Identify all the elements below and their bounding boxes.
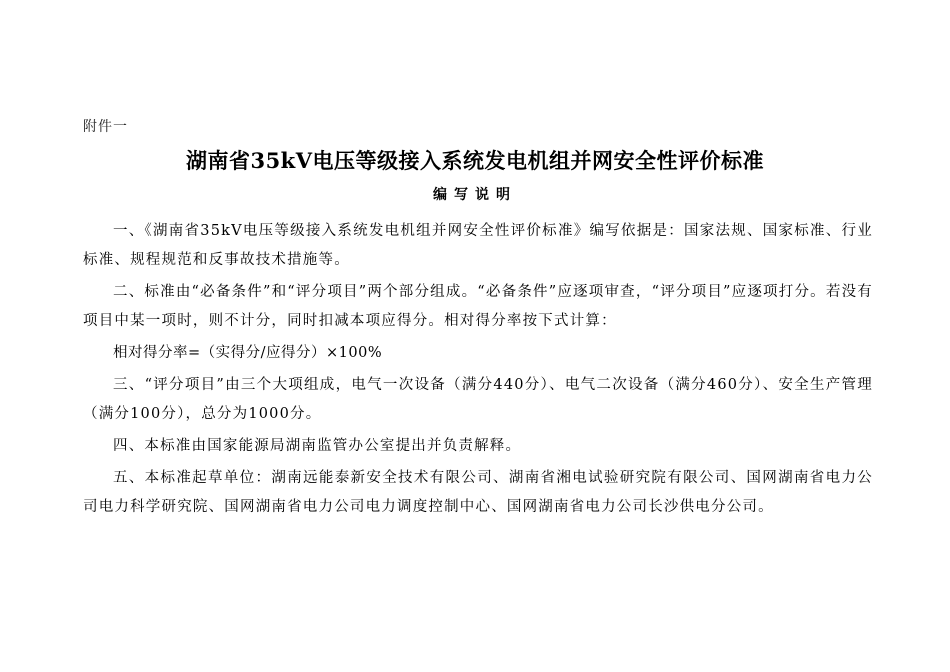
document-body xyxy=(83,217,873,525)
document-subtitle: 编写说明 xyxy=(433,187,517,203)
paragraph-composition: 二、标准由“必备条件”和“评分项目”两个部分组成。“必备条件”应逐项审查，“评分项目”应逐项打分。若没有项目中某一项时，则不计分，同时扣减本项应得分。相对得分率按下式计算： xyxy=(83,284,873,329)
paragraph-basis: 一、《湖南省35kV电压等级接入系统发电机组并网安全性评价标准》编写依据是：国家法规、国家标准、行业标准、规程规范和反事故技术措施等。 xyxy=(83,223,873,268)
paragraph-interpretation: 四、本标准由国家能源局湖南监管办公室提出并负责解释。 xyxy=(113,438,522,454)
paragraph-scoring-items: 三、“评分项目”由三个大项组成，电气一次设备（满分440分）、电气二次设备（满分460分）、安全生产管理（满分100分），总分为1000分。 xyxy=(83,377,873,422)
document-title: 湖南省35kV电压等级接入系统发电机组并网安全性评价标准 xyxy=(185,148,765,173)
paragraph-formula: 相对得分率=（实得分/应得分）×100% xyxy=(113,345,383,361)
paragraph-drafting-units: 五、本标准起草单位：湖南远能泰新安全技术有限公司、湖南省湘电试验研究院有限公司、国网湖南省电力公司电力科学研究院、国网湖南省电力公司电力调度控制中心、国网湖南省电力公司长沙供电分公司。 xyxy=(83,470,873,515)
attachment-label: 附件一 xyxy=(83,119,128,135)
